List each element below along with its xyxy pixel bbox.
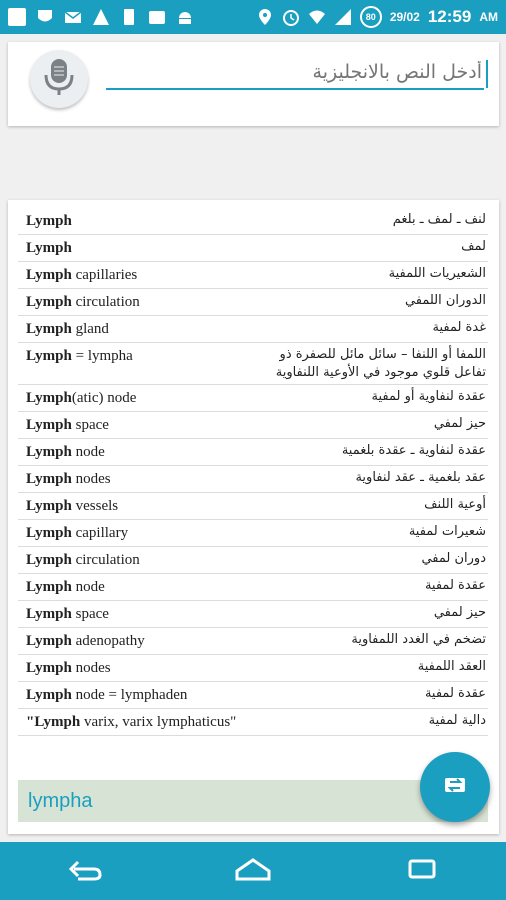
term-highlight: Lymph bbox=[26, 606, 72, 622]
arabic-translation: شعيرات لمفية bbox=[408, 524, 486, 539]
term-highlight: Lymph bbox=[26, 633, 72, 649]
result-row[interactable] bbox=[18, 316, 488, 343]
arabic-translation: عقد بلغمية ـ عقد لنفاوية bbox=[355, 470, 486, 485]
english-term bbox=[26, 388, 256, 409]
arabic-translation: العقد اللمفية bbox=[417, 659, 486, 674]
term-rest: capillaries bbox=[71, 267, 138, 283]
arabic-translation: حيز لمفي bbox=[433, 416, 486, 431]
result-row[interactable] bbox=[18, 343, 488, 385]
arabic-translation: دوران لمفي bbox=[421, 551, 486, 566]
english-term bbox=[26, 685, 256, 706]
english-term bbox=[26, 469, 256, 490]
result-row[interactable] bbox=[18, 235, 488, 262]
arabic-translation: تضخم في الغدد اللمفاوية bbox=[351, 632, 486, 647]
status-date: 29/02 bbox=[389, 10, 420, 24]
system-status bbox=[256, 6, 498, 28]
status-time: 12:59 bbox=[427, 7, 472, 26]
signal-icon bbox=[334, 8, 352, 26]
term-highlight: Lymph bbox=[26, 240, 72, 256]
english-term bbox=[26, 550, 256, 571]
arabic-translation: لمف bbox=[461, 239, 486, 254]
english-term bbox=[26, 211, 256, 232]
english-term bbox=[26, 631, 256, 652]
android-icon bbox=[176, 8, 194, 26]
term-highlight: Lymph bbox=[26, 348, 72, 364]
result-row[interactable] bbox=[18, 601, 488, 628]
result-row[interactable] bbox=[18, 385, 488, 412]
term-rest: adenopathy bbox=[71, 633, 145, 649]
back-icon bbox=[64, 857, 104, 885]
english-term bbox=[26, 496, 256, 517]
arabic-translation: عقدة لمفية bbox=[424, 578, 486, 593]
english-term bbox=[26, 658, 256, 679]
results-list bbox=[18, 208, 488, 736]
term-highlight: Lymph bbox=[26, 213, 72, 229]
phone-icon bbox=[120, 8, 138, 26]
english-term bbox=[26, 319, 256, 340]
arabic-translation: دالية لمفية bbox=[428, 713, 486, 728]
result-row[interactable] bbox=[18, 655, 488, 682]
english-term bbox=[26, 712, 256, 733]
term-rest: node bbox=[71, 444, 105, 460]
recents-button[interactable] bbox=[392, 851, 452, 891]
result-row[interactable] bbox=[18, 520, 488, 547]
result-row[interactable] bbox=[18, 709, 488, 736]
term-highlight: Lymph bbox=[26, 579, 72, 595]
term-rest: nodes bbox=[71, 660, 111, 676]
term-rest: = lympha bbox=[71, 348, 133, 364]
english-term bbox=[26, 442, 256, 463]
result-row[interactable] bbox=[18, 439, 488, 466]
alarm-icon bbox=[282, 8, 300, 26]
term-rest: space bbox=[71, 606, 109, 622]
term-highlight: Lymph bbox=[26, 444, 72, 460]
term-rest: capillary bbox=[71, 525, 129, 541]
english-term bbox=[26, 265, 256, 286]
back-button[interactable] bbox=[54, 851, 114, 891]
status-ampm: AM bbox=[479, 10, 498, 24]
results-card bbox=[8, 200, 499, 834]
home-icon bbox=[233, 857, 273, 885]
term-rest: gland bbox=[71, 321, 109, 337]
navigation-bar bbox=[0, 842, 506, 900]
term-rest: circulation bbox=[71, 552, 140, 568]
result-row[interactable] bbox=[18, 574, 488, 601]
term-highlight: Lymph bbox=[26, 471, 72, 487]
status-bar bbox=[0, 0, 506, 34]
english-term bbox=[26, 523, 256, 544]
term-rest: varix, varix lymphaticus" bbox=[80, 714, 237, 730]
term-rest: (atic) node bbox=[71, 390, 137, 406]
result-row[interactable] bbox=[18, 628, 488, 655]
voice-input-button[interactable] bbox=[30, 50, 88, 108]
recents-icon bbox=[402, 857, 442, 885]
term-highlight: Lymph bbox=[26, 294, 72, 310]
english-term bbox=[26, 292, 256, 313]
term-highlight: "Lymph bbox=[26, 714, 81, 730]
arabic-translation: حيز لمفي bbox=[433, 605, 486, 620]
notification-icons bbox=[8, 8, 194, 26]
term-highlight: Lymph bbox=[26, 321, 72, 337]
arabic-translation: اللمفا أو اللنفا – سائل مائل للصفرة ذو تفاعل قلوي موجود في الأوعية اللنفاوية bbox=[275, 347, 486, 380]
english-term bbox=[26, 415, 256, 436]
term-rest: node bbox=[71, 579, 105, 595]
battery-icon: 80 bbox=[360, 6, 382, 28]
mail-icon bbox=[64, 8, 82, 26]
term-rest: nodes bbox=[71, 471, 111, 487]
result-row[interactable] bbox=[18, 493, 488, 520]
term-rest: vessels bbox=[71, 498, 119, 514]
term-highlight: Lymph bbox=[26, 267, 72, 283]
term-highlight: Lymph bbox=[26, 660, 72, 676]
term-highlight: Lymph bbox=[26, 525, 72, 541]
arabic-translation: عقدة لنفاوية أو لمفية bbox=[371, 389, 486, 404]
english-term bbox=[26, 604, 256, 625]
warning-icon bbox=[92, 8, 110, 26]
result-row[interactable] bbox=[18, 412, 488, 439]
english-term bbox=[26, 238, 256, 259]
arabic-translation: عقدة لمفية bbox=[424, 686, 486, 701]
swap-language-button[interactable] bbox=[420, 752, 490, 822]
result-row[interactable] bbox=[18, 547, 488, 574]
term-highlight: Lymph bbox=[26, 390, 72, 406]
result-row[interactable] bbox=[18, 466, 488, 493]
result-row[interactable] bbox=[18, 262, 488, 289]
result-row[interactable] bbox=[18, 682, 488, 709]
search-card bbox=[8, 42, 499, 126]
location-icon bbox=[256, 8, 274, 26]
search-input[interactable] bbox=[106, 56, 484, 90]
result-row[interactable] bbox=[18, 208, 488, 235]
term-highlight: Lymph bbox=[26, 498, 72, 514]
arabic-translation: أوعية اللنف bbox=[424, 497, 486, 512]
term-rest: space bbox=[71, 417, 109, 433]
term-rest: circulation bbox=[71, 294, 140, 310]
english-term bbox=[26, 577, 256, 598]
home-button[interactable] bbox=[223, 851, 283, 891]
notification-app-icon bbox=[8, 8, 26, 26]
arabic-translation: غدة لمفية bbox=[432, 320, 486, 335]
wifi-icon bbox=[308, 8, 326, 26]
arabic-translation: الشعيريات اللمفية bbox=[388, 266, 486, 281]
text-cursor bbox=[486, 60, 488, 88]
term-highlight: Lymph bbox=[26, 417, 72, 433]
english-term bbox=[26, 346, 256, 382]
microphone-icon bbox=[42, 57, 76, 101]
term-highlight: Lymph bbox=[26, 687, 72, 703]
swap-icon bbox=[438, 768, 472, 806]
shield-icon bbox=[36, 8, 54, 26]
arabic-translation: الدوران اللمفي bbox=[404, 293, 486, 308]
result-row[interactable] bbox=[18, 289, 488, 316]
arabic-translation: لنف ـ لمف ـ بلغم bbox=[392, 212, 486, 227]
photos-icon bbox=[148, 8, 166, 26]
term-rest: node = lymphaden bbox=[71, 687, 188, 703]
arabic-translation: عقدة لنفاوية ـ عقدة بلغمية bbox=[341, 443, 486, 458]
term-highlight: Lymph bbox=[26, 552, 72, 568]
selected-word-bar[interactable]: lympha bbox=[18, 780, 488, 822]
